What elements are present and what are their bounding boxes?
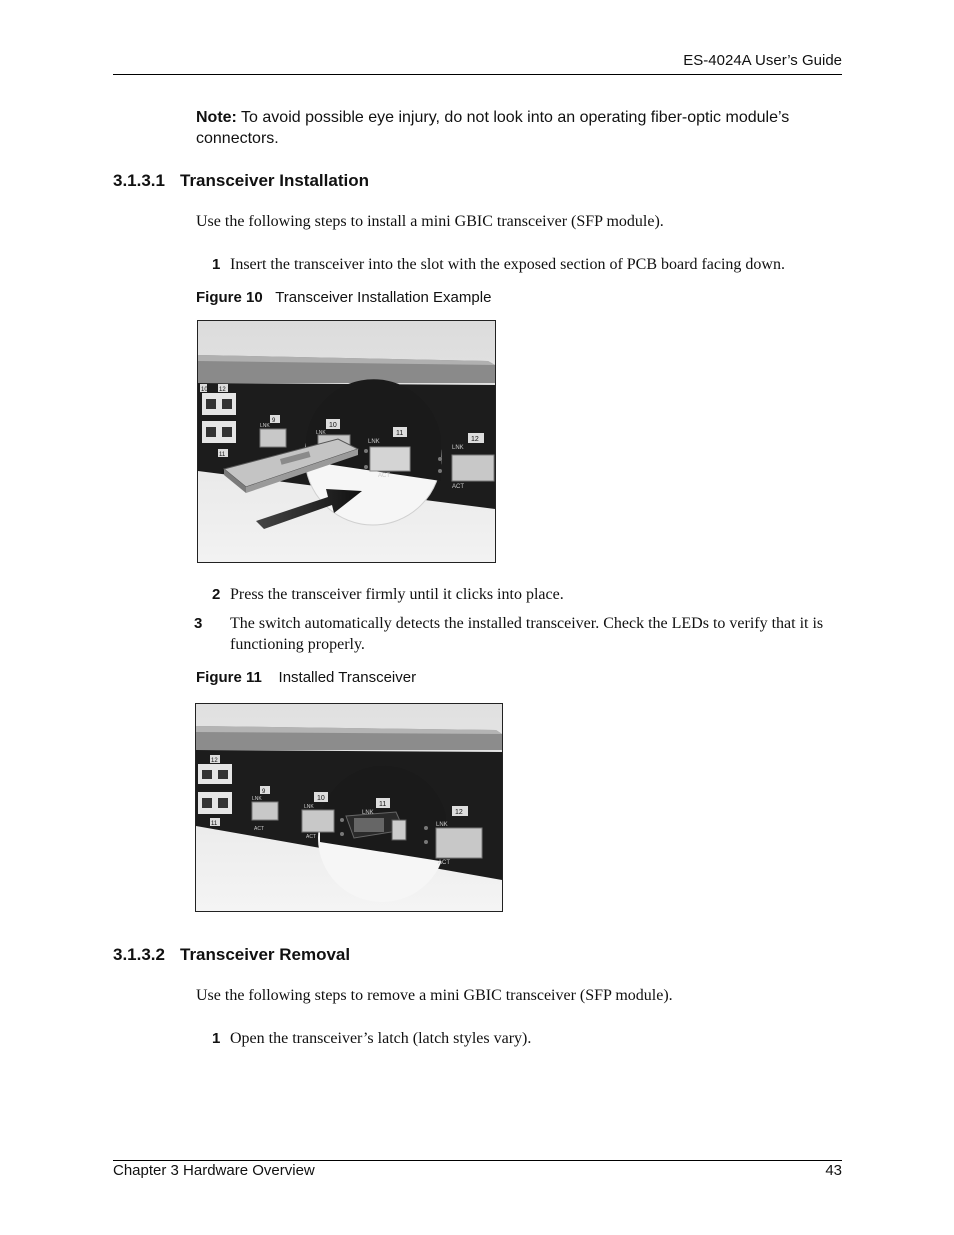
port-label: 10 xyxy=(317,795,325,802)
led-label: LNK xyxy=(368,439,380,445)
step-number: 1 xyxy=(212,256,221,273)
led-label: LNK xyxy=(316,430,326,436)
step-text: Open the transceiver’s latch (latch styles vary). xyxy=(230,1030,532,1047)
page-number: 43 xyxy=(825,1162,842,1179)
port-label: 12 xyxy=(219,387,226,393)
figure-label: Figure 10 xyxy=(196,289,263,306)
port-label: 11 xyxy=(396,430,404,437)
section-number: 3.1.3.1 xyxy=(113,171,165,190)
installed-transceiver-illustration xyxy=(196,704,502,911)
removal-intro: Use the following steps to remove a mini GBIC transceiver (SFP module). xyxy=(196,987,673,1004)
removal-step-1 xyxy=(212,1028,842,1049)
install-step-2 xyxy=(212,584,842,605)
port-label: 9 xyxy=(272,418,276,424)
port-label: 12 xyxy=(211,758,218,764)
led-label: LNK xyxy=(252,796,262,802)
led-label: LNK xyxy=(260,423,270,429)
note-label: Note: xyxy=(196,109,237,126)
led-label: LNK xyxy=(436,822,448,828)
port-label: 9 xyxy=(262,789,266,795)
section-heading-removal xyxy=(113,945,350,965)
figure-10-photo xyxy=(197,320,496,563)
footer-rule xyxy=(113,1160,842,1161)
section-title: Transceiver Removal xyxy=(180,945,351,964)
port-label: 11 xyxy=(211,821,218,827)
step-number: 2 xyxy=(212,586,221,603)
port-label: 12 xyxy=(471,436,479,443)
figure-11-caption xyxy=(196,669,416,686)
port-label: 11 xyxy=(219,452,226,458)
figure-caption-text: Transceiver Installation Example xyxy=(275,289,492,306)
step-text: The switch automatically detects the installed transceiver. Check the LEDs to verify that it is functioning properly. xyxy=(230,615,824,653)
led-label: ACT xyxy=(306,834,316,840)
header-rule xyxy=(113,74,842,75)
led-label: LNK xyxy=(362,810,374,816)
port-label: 12 xyxy=(455,809,463,816)
led-label: LNK xyxy=(452,445,464,451)
figure-caption-text: Installed Transceiver xyxy=(278,669,417,686)
install-step-1 xyxy=(212,254,842,275)
section-heading-install xyxy=(113,171,369,191)
led-label: ACT xyxy=(438,860,450,866)
led-label: ACT xyxy=(378,473,390,479)
install-intro: Use the following steps to install a mini GBIC transceiver (SFP module). xyxy=(196,213,664,230)
footer-chapter: Chapter 3 Hardware Overview xyxy=(113,1162,315,1179)
port-label: 11 xyxy=(379,801,387,808)
safety-note xyxy=(196,107,836,149)
led-label: ACT xyxy=(254,826,264,832)
port-label: 10 xyxy=(201,387,208,393)
figure-11-photo xyxy=(195,703,503,912)
section-number: 3.1.3.2 xyxy=(113,945,165,964)
led-label: ACT xyxy=(452,484,464,490)
step-number: 1 xyxy=(212,1030,221,1047)
transceiver-installation-illustration xyxy=(198,321,495,562)
note-text: To avoid possible eye injury, do not look into an operating fiber-optic module’s connectors. xyxy=(196,109,790,147)
led-label: LNK xyxy=(304,804,314,810)
guide-title: ES-4024A User’s Guide xyxy=(683,52,842,69)
port-label: 10 xyxy=(329,422,337,429)
figure-label: Figure 11 xyxy=(196,669,262,686)
step-text: Press the transceiver firmly until it clicks into place. xyxy=(230,586,564,603)
figure-10-caption xyxy=(196,289,491,306)
step-text: Insert the transceiver into the slot with the exposed section of PCB board facing down. xyxy=(230,256,785,273)
section-title: Transceiver Installation xyxy=(180,171,369,190)
step-number: 3 xyxy=(194,615,203,632)
install-step-3 xyxy=(194,613,860,655)
